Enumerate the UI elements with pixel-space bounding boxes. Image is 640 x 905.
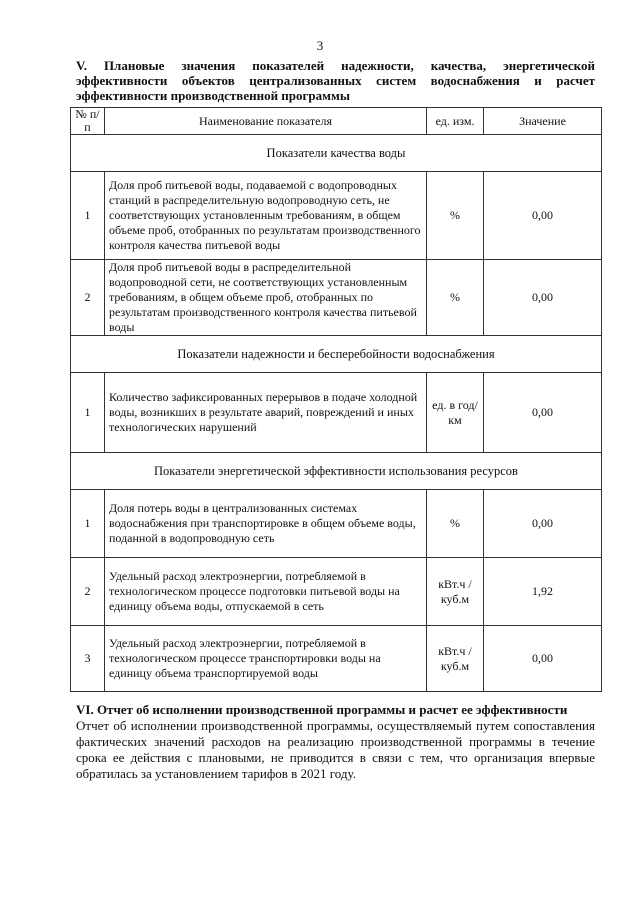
- row-name: Удельный расход электроэнергии, потребляемой в технологическом процессе транспортировки воды на единицу объема транспортируемой воды: [105, 626, 427, 692]
- row-unit: %: [427, 490, 484, 558]
- section-6: [76, 702, 595, 782]
- table-row: [71, 490, 602, 558]
- header-unit: ед. изм.: [427, 108, 484, 135]
- row-num: 1: [71, 490, 105, 558]
- row-value: 0,00: [484, 626, 602, 692]
- header-num: № п/п: [71, 108, 105, 135]
- section-5-title: V. Плановые значения показателей надежности, качества, энергетической эффективности объектов централизованных систем водоснабжения и расчет эффективности производственной программы: [76, 58, 595, 103]
- group-row: [71, 453, 602, 490]
- group-row: [71, 336, 602, 373]
- page-number: 3: [316, 38, 324, 53]
- group-title-energy: Показатели энергетической эффективности использования ресурсов: [71, 453, 602, 490]
- table-row: [71, 172, 602, 260]
- row-num: 2: [71, 558, 105, 626]
- group-row: [71, 135, 602, 172]
- row-num: 1: [71, 172, 105, 260]
- row-unit: %: [427, 172, 484, 260]
- group-title-reliability: Показатели надежности и бесперебойности водоснабжения: [71, 336, 602, 373]
- row-name: Доля потерь воды в централизованных системах водоснабжения при транспортировке в общем объеме воды, поданной в водопроводную сеть: [105, 490, 427, 558]
- row-name: Доля проб питьевой воды в распределительной водопроводной сети, не соответствующих установленным требованиям, в общем объеме проб, отобранных по результатам производственного контроля качества питьевой воды: [105, 260, 427, 336]
- group-title-quality: Показатели качества воды: [71, 135, 602, 172]
- row-name: Доля проб питьевой воды, подаваемой с водопроводных станций в распределительную водопроводную сеть, не соответствующих установленным требованиям, в общем объеме проб, отобранных по результатам производственного контроля качества питьевой воды: [105, 172, 427, 260]
- row-value: 0,00: [484, 172, 602, 260]
- table-row: [71, 260, 602, 336]
- row-unit: кВт.ч / куб.м: [427, 558, 484, 626]
- row-value: 0,00: [484, 373, 602, 453]
- indicators-table: [70, 107, 602, 692]
- header-name: Наименование показателя: [105, 108, 427, 135]
- table-row: [71, 373, 602, 453]
- row-unit: ед. в год/ км: [427, 373, 484, 453]
- table-row: [71, 558, 602, 626]
- row-value: 0,00: [484, 260, 602, 336]
- row-num: 3: [71, 626, 105, 692]
- row-num: 1: [71, 373, 105, 453]
- header-value: Значение: [484, 108, 602, 135]
- section-6-title: VI. Отчет об исполнении производственной программы и расчет ее эффективности: [76, 702, 568, 717]
- section-6-text: Отчет об исполнении производственной программы, осуществляемый путем сопоставления фактических значений расходов на реализацию производственной программы в течение срока ее действия с плановыми, не приводится в связи с тем, что организация впервые обратилась за установлением тарифов в 2021 году.: [76, 718, 595, 781]
- table-row: [71, 626, 602, 692]
- row-name: Удельный расход электроэнергии, потребляемой в технологическом процессе подготовки питьевой воды на единицу объема воды, отпускаемой в сеть: [105, 558, 427, 626]
- row-unit: кВт.ч / куб.м: [427, 626, 484, 692]
- row-name: Количество зафиксированных перерывов в подаче холодной воды, возникших в результате аварий, повреждений и иных технологических нарушений: [105, 373, 427, 453]
- row-num: 2: [71, 260, 105, 336]
- table-header-row: [71, 108, 602, 135]
- row-unit: %: [427, 260, 484, 336]
- row-value: 1,92: [484, 558, 602, 626]
- row-value: 0,00: [484, 490, 602, 558]
